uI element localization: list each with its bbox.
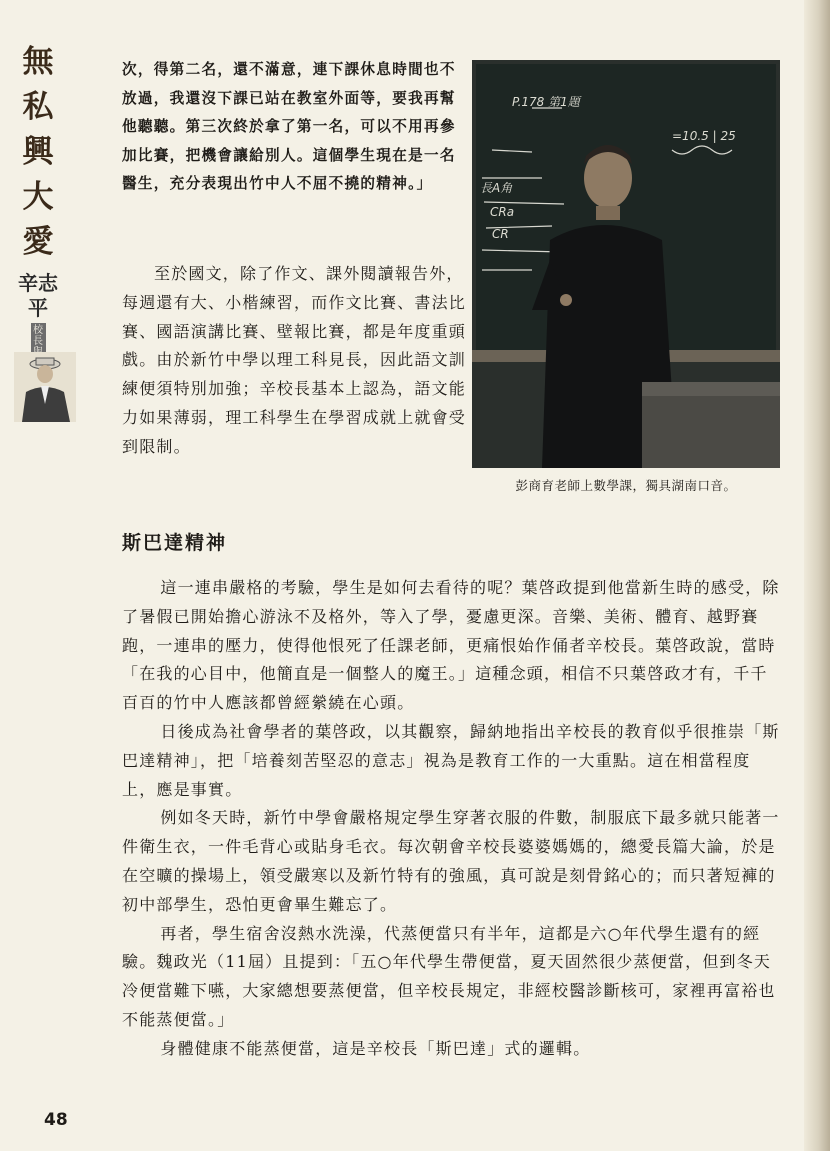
page-number: 48 — [44, 1110, 68, 1130]
body-paragraph: 再者，學生宿舍沒熱水洗澡，代蒸便當只有半年，這都是六○年代學生還有的經驗。魏政光（11屆）且提到：「五○年代學生帶便當，夏天固然很少蒸便當，但到冬天冷便當難下嚥，大家總想要蒸便當，但辛校長規定，非經校醫診斷核可，家裡再富裕也不能蒸便當。」 — [122, 923, 776, 1029]
book-subject-name: 辛志平 — [18, 271, 58, 320]
book-title-calligraphy: 無私興大愛 — [22, 44, 54, 260]
body-paragraph: 身體健康不能蒸便當，這是辛校長「斯巴達」式的邏輯。 — [160, 1038, 591, 1058]
book-subtitle: 校長 — [31, 323, 46, 382]
principal-portrait-image — [14, 352, 76, 422]
section-heading: 斯巴達精神 — [122, 532, 228, 554]
page-edge — [804, 0, 830, 1151]
body-paragraph: 例如冬天時，新竹中學會嚴格規定學生穿著衣服的件數，制服底下最多就只能著一件衛生衣，一件毛背心或貼身毛衣。每次朝會辛校長婆婆媽媽的，總愛長篇大論，於是在空曠的操場上，領受嚴寒以及新竹特有的強風，真可說是刻骨銘心的；而只著短褲的初中部學生，恐怕更會畢生難忘了。 — [122, 808, 780, 914]
body-paragraph: 日後成為社會學者的葉啓政，以其觀察，歸納地指出辛校長的教育似乎很推崇「斯巴達精神」，把「培養刻苦堅忍的意志」視為是教育工作的一大重點。這在相當程度上，應是事實。 — [122, 721, 780, 799]
body-paragraph: 這一連串嚴格的考驗，學生是如何去看待的呢？葉啓政提到他當新生時的感受，除了暑假已開始擔心游泳不及格外，等入了學，憂慮更深。音樂、美術、體育、越野賽跑，一連串的壓力，使得他恨死了任課老師，更痛恨始作俑者辛校長。葉啓政說，當時「在我的心目中，他簡直是一個整人的魔王。」這種念頭，相信不只葉啓政才有，千千百百的竹中人應該都曾經縈繞在心頭。 — [122, 578, 780, 713]
teacher-classroom-photo — [472, 60, 780, 468]
board-text: P.178 第1題 — [512, 95, 580, 109]
book-title-sidebar — [18, 40, 58, 382]
board-text: 長A角 — [480, 181, 513, 195]
section-body — [122, 574, 782, 1064]
photo-caption: 彭商育老師上數學課，獨具湖南口音。 — [515, 478, 737, 493]
chinese-curriculum-paragraph: 至於國文，除了作文、課外閱讀報告外，每週還有大、小楷練習，而作文比賽、書法比賽、國語演講比賽、壁報比賽，都是年度重頭戲。由於新竹中學以理工科見長，因此語文訓練便須特別加強；辛校長基本上認為，語文能力如果薄弱，理工科學生在學習成就上就會受到限制。 — [122, 264, 467, 456]
board-text: CRa — [490, 205, 515, 219]
board-text: CR — [492, 227, 509, 241]
board-text: =10.5 | 25 — [672, 129, 736, 143]
quote-paragraph: 次，得第二名，還不滿意，連下課休息時間也不放過，我還沒下課已站在教室外面等，要我再幫他聽聽。第三次終於拿了第一名，可以不用再參加比賽，把機會讓給別人。這個學生現在是一名醫生，充分表現出竹中人不屈不撓的精神。」 — [122, 61, 456, 192]
